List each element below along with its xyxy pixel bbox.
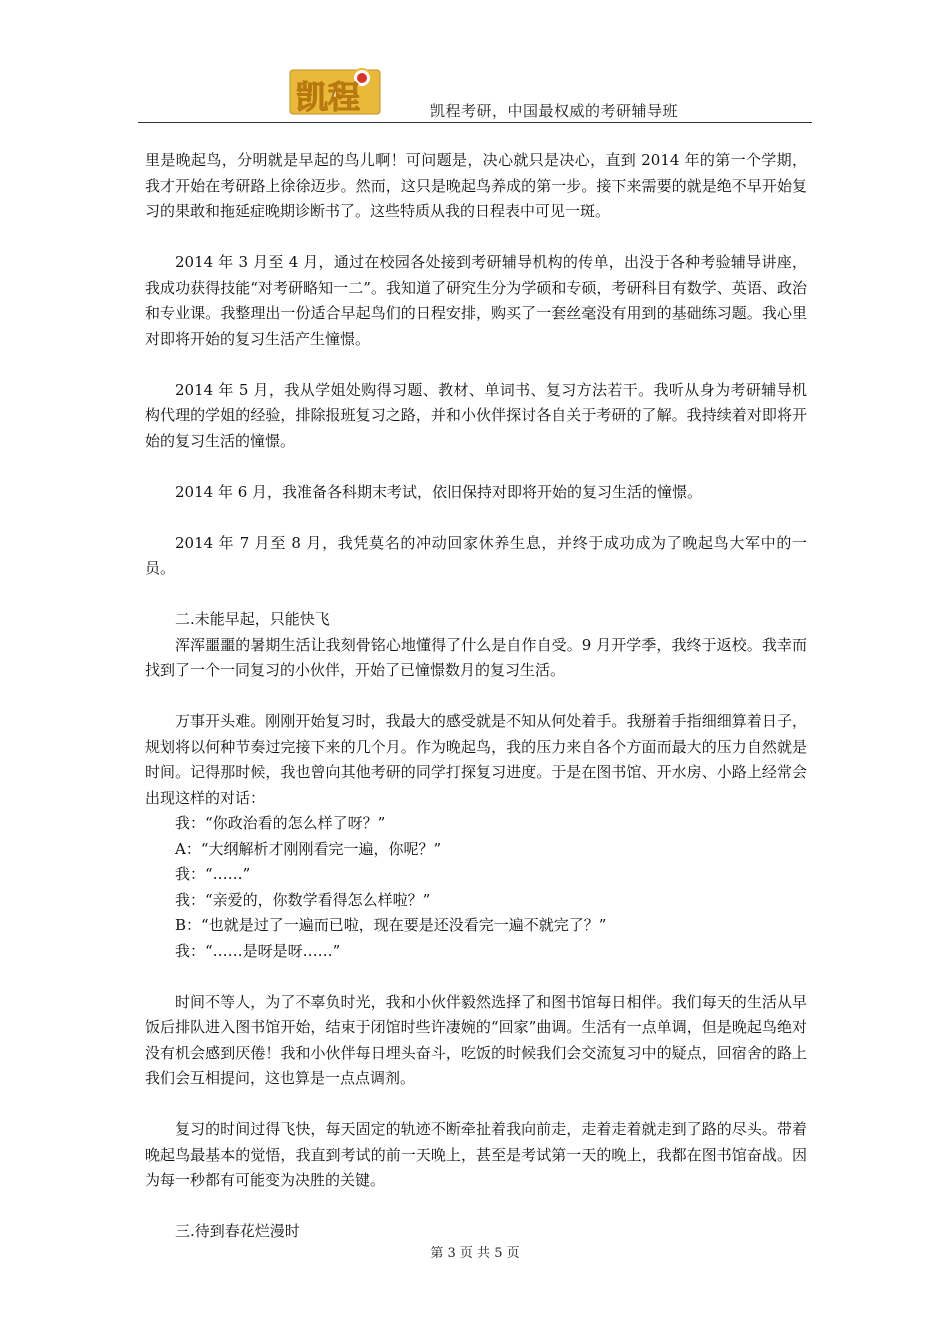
paragraph: 浑浑噩噩的暑期生活让我刻骨铭心地懂得了什么是自作自受。9 月开学季，我终于返校。我幸而找到了一个一同复习的小伙伴，开始了已憧憬数月的复习生活。 [145, 635, 807, 679]
header-tagline: 凯程考研，中国最权威的考研辅导班 [430, 102, 679, 120]
paragraph: 2014 年 7 月至 8 月，我凭莫名的冲动回家休养生息，并终于成功成为了晚起鸟大军中的一员。 [145, 533, 807, 577]
paragraph: 时间不等人，为了不辜负时光，我和小伙伴毅然选择了和图书馆每日相伴。我们每天的生活从早饭后排队进入图书馆开始，结束于闭馆时些许凄婉的“回家”曲调。生活有一点单调，但是晚起鸟绝对没有机会感到厌倦！我和小伙伴每日埋头奋斗，吃饭的时候我们会交流复习中的疑点，回宿舍的路上我们会互相提问，这也算是一点点调剂。 [145, 992, 807, 1087]
section-heading: 二.未能早起，只能快飞 [175, 610, 330, 628]
dialogue-line: 我：“……是呀是呀……” [175, 941, 341, 960]
paragraph: 2014 年 6 月，我准备各科期末考试，依旧保持对即将开始的复习生活的憧憬。 [175, 482, 703, 501]
header-divider [138, 122, 812, 123]
page-header [138, 62, 812, 124]
logo-wordmark: 凯程 [296, 78, 361, 116]
dialogue-line: 我：“亲爱的，你数学看得怎么样啦？” [175, 890, 431, 909]
paragraph: 里是晚起鸟，分明就是早起的鸟儿啊！可问题是，决心就只是决心，直到 2014 年的第一个学期，我才开始在考研路上徐徐迈步。然而，这只是晚起鸟养成的第一步。接下来需要的就是绝不早开始复习的果敢和拖延症晚期诊断书了。这些特质从我的日程表中可见一斑。 [145, 151, 807, 220]
kaicheng-logo [288, 62, 382, 118]
document-body [145, 148, 807, 1245]
dialogue-line: A：“大纲解析才刚刚看完一遍，你呢？” [175, 839, 442, 858]
page-footer: 第 3 页 共 5 页 [430, 1246, 520, 1261]
section-heading: 三.待到春花烂漫时 [175, 1222, 300, 1240]
dialogue-line: 我：“你政治看的怎么样了呀？” [175, 814, 386, 832]
dialogue-line: B：“也就是过了一遍而已啦，现在要是还没看完一遍不就完了？” [175, 916, 607, 934]
paragraph: 2014 年 5 月，我从学姐处购得习题、教材、单词书、复习方法若干。我听从身为考研辅导机构代理的学姐的经验，排除报班复习之路，并和小伙伴探讨各自关于考研的了解。我持续着对即将开始的复习生活的憧憬。 [145, 380, 807, 450]
paragraph: 万事开头难。刚刚开始复习时，我最大的感受就是不知从何处着手。我掰着手指细细算着日子，规划将以何种节奏过完接下来的几个月。作为晚起鸟，我的压力来自各个方面而最大的压力自然就是时间。记得那时候，我也曾向其他考研的同学打探复习进度。于是在图书馆、开水房、小路上经常会出现这样的对话： [145, 712, 807, 807]
dialogue-line: 我：“……” [175, 865, 251, 883]
paragraph: 2014 年 3 月至 4 月，通过在校园各处接到考研辅导机构的传单，出没于各种考验辅导讲座，我成功获得技能“对考研略知一二”。我知道了研究生分为学硕和专硕，考研科目有数学、英语、政治和专业课。我整理出一份适合早起鸟们的日程安排，购买了一套丝毫没有用到的基础练习题。我心里对即将开始的复习生活产生憧憬。 [145, 253, 807, 348]
paragraph: 复习的时间过得飞快，每天固定的轨迹不断牵扯着我向前走，走着走着就走到了路的尽头。带着晚起鸟最基本的觉悟，我直到考试的前一天晚上，甚至是考试第一天的晚上，我都在图书馆奋战。因为每一秒都有可能变为决胜的关键。 [145, 1120, 807, 1189]
